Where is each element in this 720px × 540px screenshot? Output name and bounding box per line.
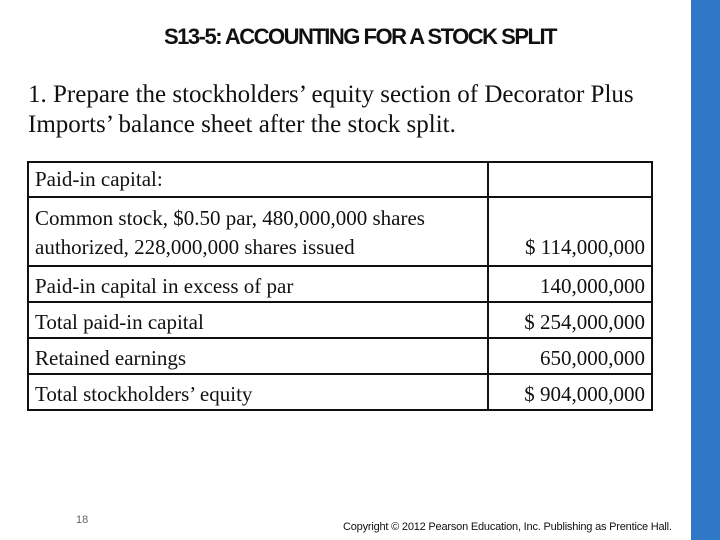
row-label: Total paid-in capital xyxy=(28,302,488,338)
table-row xyxy=(28,338,652,374)
side-accent-bar xyxy=(691,0,720,540)
equity-table xyxy=(27,161,653,411)
row-amount: $ 254,000,000 xyxy=(488,302,652,338)
intro-text: 1. Prepare the stockholders’ equity section of Decorator Plus Imports’ balance sheet after the stock split. xyxy=(28,81,634,138)
table-row xyxy=(28,374,652,410)
row-label: Total stockholders’ equity xyxy=(28,374,488,410)
row-label-line: authorized, 228,000,000 shares issued xyxy=(35,235,355,259)
row-amount: $ 904,000,000 xyxy=(488,374,652,410)
row-amount: 140,000,000 xyxy=(488,266,652,302)
row-label xyxy=(28,197,488,266)
row-label-line: Common stock, $0.50 par, 480,000,000 shares xyxy=(35,206,425,230)
table-row xyxy=(28,266,652,302)
row-label: Paid-in capital: xyxy=(28,162,488,197)
row-amount: $ 114,000,000 xyxy=(488,197,652,266)
row-label: Retained earnings xyxy=(28,338,488,374)
copyright-notice: Copyright © 2012 Pearson Education, Inc. Publishing as Prentice Hall. xyxy=(343,521,672,533)
slide-title: S13-5: ACCOUNTING FOR A STOCK SPLIT xyxy=(163,24,556,49)
table-row xyxy=(28,302,652,338)
page-number: 18 xyxy=(76,514,89,526)
table-row xyxy=(28,197,652,266)
row-amount: 650,000,000 xyxy=(488,338,652,374)
row-label: Paid-in capital in excess of par xyxy=(28,266,488,302)
table-row xyxy=(28,162,652,197)
row-amount xyxy=(488,162,652,197)
